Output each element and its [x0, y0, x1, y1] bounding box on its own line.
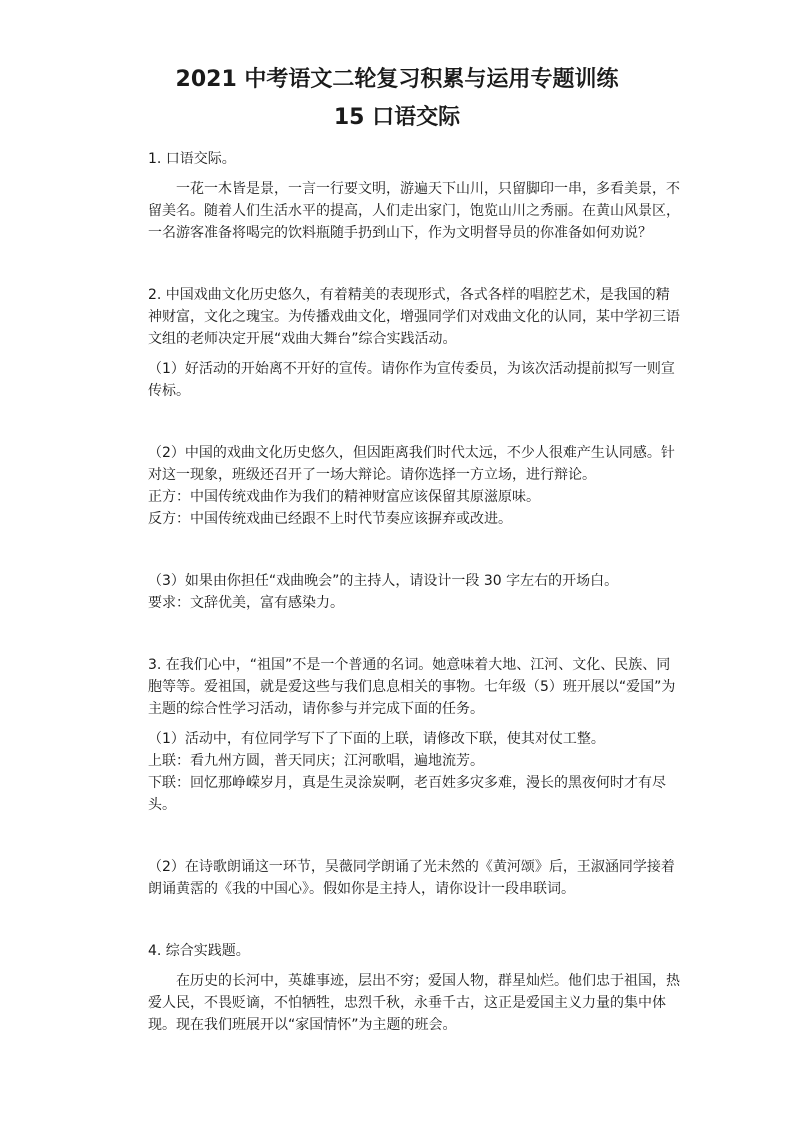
- document-subtitle: 15 口语交际: [333, 105, 461, 130]
- question-3-sub1: （1）活动中，有位同学写下了下面的上联，请修改下联，使其对仗工整。: [148, 731, 605, 747]
- question-2-zhengfang: 正方：中国传统戏曲作为我们的精神财富应该保留其原滋原味。: [148, 489, 540, 505]
- question-2-sub1: （1）好活动的开始离不开好的宣传。请你作为宣传委员，为该次活动提前拟写一则宣传标。: [148, 361, 675, 399]
- question-2-sub3: （3）如果由你担任“戏曲晚会”的主持人，请设计一段 30 字左右的开场白。: [148, 573, 619, 589]
- question-3-sub2: （2）在诗歌朗诵这一环节，吴薇同学朗诵了光未然的《黄河颂》后，王淑涵同学接着朗诵黄霑的《我的中国心》。假如你是主持人，请你设计一段串联词。: [148, 859, 675, 897]
- question-2-intro: 2. 中国戏曲文化历史悠久，有着精美的表现形式，各式各样的唱腔艺术，是我国的精神财富，文化之瑰宝。为传播戏曲文化，增强同学们对戏曲文化的认同，某中学初三语文组的老师决定开展“戏曲大舞台”综合实践活动。: [148, 287, 680, 347]
- question-1-heading: 1. 口语交际。: [148, 151, 236, 167]
- question-2: [148, 284, 682, 614]
- question-1-body: 一花一木皆是景，一言一行要文明，游遍天下山川，只留脚印一串，多看美景，不留美名。随着人们生活水平的提高，人们走出家门，饱览山川之秀丽。在黄山风景区，一名游客准备将喝完的饮料瓶随手扔到山下，作为文明督导员的你准备如何劝说？: [148, 181, 680, 241]
- question-3-xialian: 下联：回忆那峥嵘岁月，真是生灵涂炭啊，老百姓多灾多难，漫长的黑夜何时才有尽头。: [148, 775, 666, 813]
- question-2-fanfang: 反方：中国传统戏曲已经跟不上时代节奏应该摒弃或改进。: [148, 511, 512, 527]
- question-3-intro: 3. 在我们心中，“祖国”不是一个普通的名词。她意味着大地、江河、文化、民族、同胞等等。爱祖国，就是爱这些与我们息息相关的事物。七年级（5）班开展以“爱国”为主题的综合性学习活动，请你参与并完成下面的任务。: [148, 657, 676, 717]
- document-title: 2021 中考语文二轮复习积累与运用专题训练: [175, 67, 619, 92]
- question-2-sub3-requirement: 要求：文辞优美，富有感染力。: [148, 595, 344, 611]
- question-1: [148, 148, 682, 244]
- question-4-heading: 4. 综合实践题。: [148, 943, 250, 959]
- question-3-shanglian: 上联：看九州方圆，普天同庆；江河歌唱，遍地流芳。: [148, 753, 484, 769]
- question-2-sub2: （2）中国的戏曲文化历史悠久，但因距离我们时代太远，不少人很难产生认同感。针对这一现象，班级还召开了一场大辩论。请你选择一方立场，进行辩论。: [148, 445, 675, 483]
- question-3: [148, 654, 682, 900]
- question-4-body: 在历史的长河中，英雄事迹，层出不穷；爱国人物，群星灿烂。他们忠于祖国，热爱人民，不畏贬谪，不怕牺牲，忠烈千秋，永垂千古，这正是爱国主义力量的集中体现。现在我们班展开以“家国情怀”为主题的班会。: [148, 973, 680, 1033]
- question-4: [148, 940, 682, 1036]
